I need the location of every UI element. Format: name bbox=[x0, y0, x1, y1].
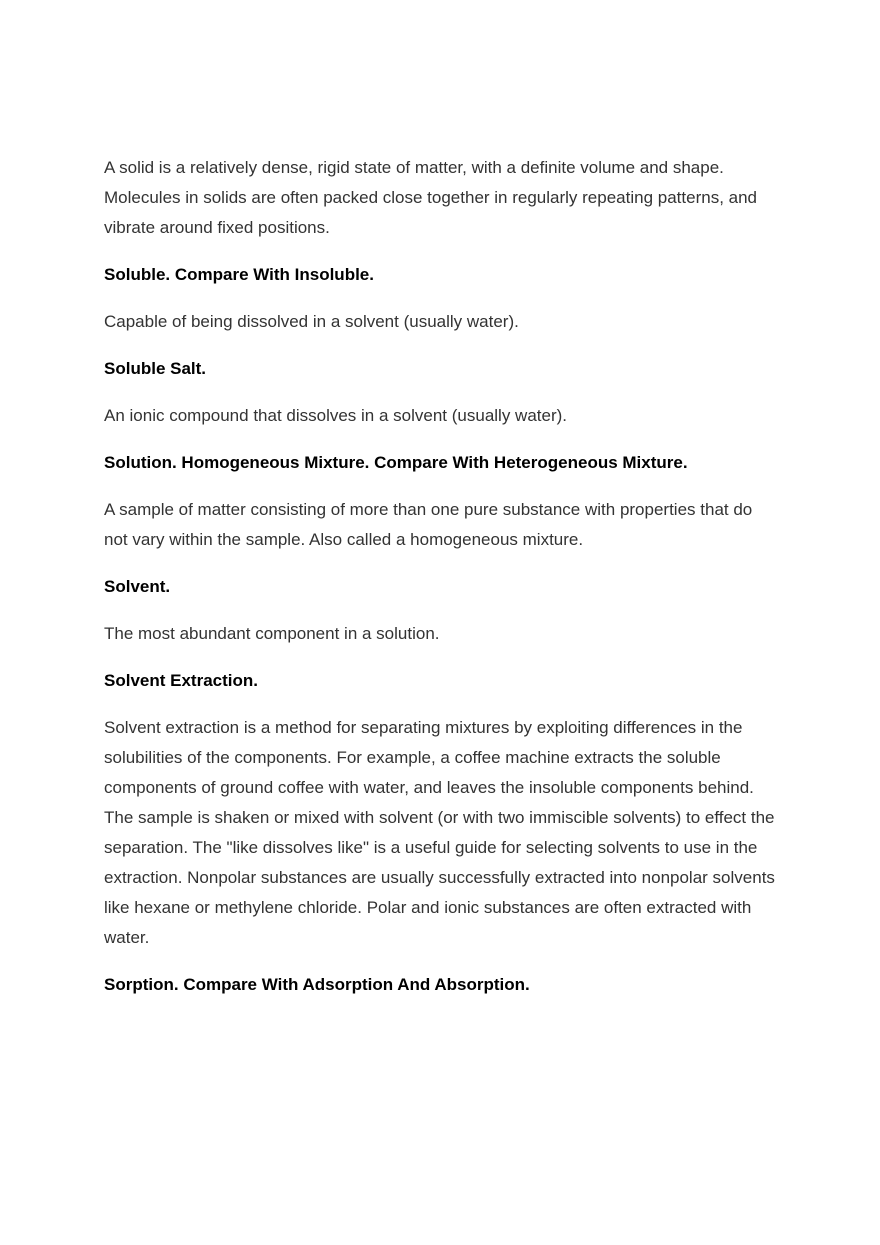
document-body bbox=[104, 153, 780, 1000]
definition-soluble-salt: An ionic compound that dissolves in a solvent (usually water). bbox=[104, 406, 568, 425]
term-sorption: Sorption. Compare With Adsorption And Absorption. bbox=[104, 975, 530, 994]
term-solvent-extraction: Solvent Extraction. bbox=[104, 671, 258, 690]
definition-soluble: Capable of being dissolved in a solvent (usually water). bbox=[104, 312, 519, 331]
term-solution: Solution. Homogeneous Mixture. Compare With Heterogeneous Mixture. bbox=[104, 453, 688, 472]
term-solvent: Solvent. bbox=[104, 577, 171, 596]
term-soluble: Soluble. Compare With Insoluble. bbox=[104, 265, 374, 284]
term-soluble-salt: Soluble Salt. bbox=[104, 359, 207, 378]
definition-solvent-extraction: Solvent extraction is a method for separating mixtures by exploiting differences in the solubilities of the components. For example, a coffee machine extracts the soluble components of ground coffee with water, and leaves the insoluble components behind. The sample is shaken or mixed with solvent (or with two immiscible solvents) to effect the separation. The "like dissolves like" is a useful guide for selecting solvents to use in the extraction. Nonpolar substances are usually successfully extracted into nonpolar solvents like hexane or methylene chloride. Polar and ionic substances are often extracted with water. bbox=[104, 718, 775, 947]
definition-solid: A solid is a relatively dense, rigid state of matter, with a definite volume and shape. Molecules in solids are often packed close together in regularly repeating patterns, and vibrate around fixed positions. bbox=[104, 158, 757, 237]
definition-solution: A sample of matter consisting of more than one pure substance with properties that do not vary within the sample. Also called a homogeneous mixture. bbox=[104, 500, 753, 549]
definition-solvent: The most abundant component in a solution. bbox=[104, 624, 440, 643]
